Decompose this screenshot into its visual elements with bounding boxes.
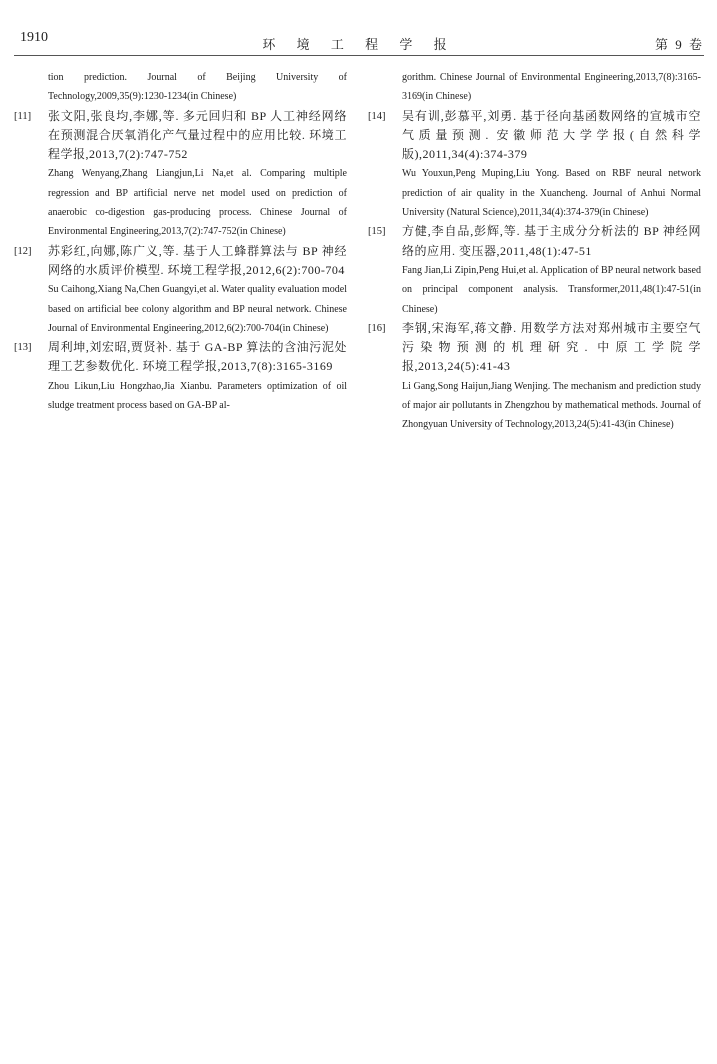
reference-chinese: 张文阳,张良均,李娜,等. 多元回归和 BP 人工神经网络在预测混合厌氧消化产气量过程中的应用比较. 环境工程学报,2013,7(2):747-752 [48,108,347,162]
reference-12 [14,242,347,338]
reference-16 [368,319,701,435]
reference-number: [14] [368,110,386,122]
reference-number: [13] [14,342,32,354]
page-number: 1910 [20,30,48,45]
reference-english: Wu Youxun,Peng Muping,Liu Yong. Based on RBF neural network prediction of air quality in the Xuancheng. Journal of Anhui Normal University (Natural Science),2011,34(4):374-379(in Chinese) [402,168,701,219]
reference-chinese: 苏彩红,向娜,陈广义,等. 基于人工蜂群算法与 BP 神经网络的水质评价模型. 环境工程学报,2012,6(2):700-704 [48,243,347,277]
reference-continuation-text: gorithm. Chinese Journal of Environmental Engineering,2013,7(8):3165-3169(in Chinese) [402,72,701,103]
reference-chinese: 吴有训,彭慕平,刘勇. 基于径向基函数网络的宣城市空气质量预测. 安徽师范大学学报(自然科学版),2011,34(4):374-379 [402,108,701,162]
reference-english: Zhang Wenyang,Zhang Liangjun,Li Na,et al. Comparing multiple regression and BP artificial nerve net model used on prediction of anaerobic co-digestion gas-producing process. Chinese Journal of Environmental Engineering,2013,7(2):747-752(in Chinese) [48,168,347,238]
page-header [14,20,704,54]
reference-english: Fang Jian,Li Zipin,Peng Hui,et al. Application of BP neural network based on principal component analysis. Transformer,2011,48(1):47-51(in Chinese) [402,264,701,315]
right-column [368,68,701,435]
reference-13 [14,338,347,415]
reference-chinese: 方健,李自品,彭辉,等. 基于主成分分析法的 BP 神经网络的应用. 变压器,2011,48(1):47-51 [402,224,701,258]
reference-15 [368,222,701,318]
reference-number: [11] [14,110,32,122]
journal-name: 环 境 工 程 学 报 [262,37,456,52]
reference-chinese: 李钢,宋海军,蒋文静. 用数学方法对郑州城市主要空气污染物预测的机理研究. 中原工学院学报,2013,24(5):41-43 [402,320,701,374]
reference-number: [16] [368,322,386,334]
reference-number: [15] [368,226,386,238]
reference-english: Su Caihong,Xiang Na,Chen Guangyi,et al. Water quality evaluation model based on artificial bee colony algorithm and BP neural network. Chinese Journal of Environmental Engineering,2012,6(2):700-704(in Chinese) [48,284,347,334]
reference-english: Zhou Likun,Liu Hongzhao,Jia Xianbu. Parameters optimization of oil sludge treatment process based on GA-BP al- [48,380,347,412]
reference-continuation [14,68,347,107]
volume-label: 第 9 卷 [654,37,704,52]
reference-continuation [368,68,701,107]
reference-number: [12] [14,245,32,257]
left-column [14,68,347,415]
reference-continuation-text: tion prediction. Journal of Beijing University of Technology,2009,35(9):1230-1234(in Chinese) [48,72,347,103]
reference-14 [368,107,701,223]
header-rule [14,55,704,56]
reference-english: Li Gang,Song Haijun,Jiang Wenjing. The mechanism and prediction study of major air pollutants in Zhengzhou by mathematical methods. Journal of Zhongyuan University of Technology,2013,24(5):41-43(in Chinese) [402,380,701,431]
reference-chinese: 周利坤,刘宏昭,贾贤补. 基于 GA-BP 算法的含油污泥处理工艺参数优化. 环境工程学报,2013,7(8):3165-3169 [48,340,347,374]
reference-11 [14,107,347,242]
